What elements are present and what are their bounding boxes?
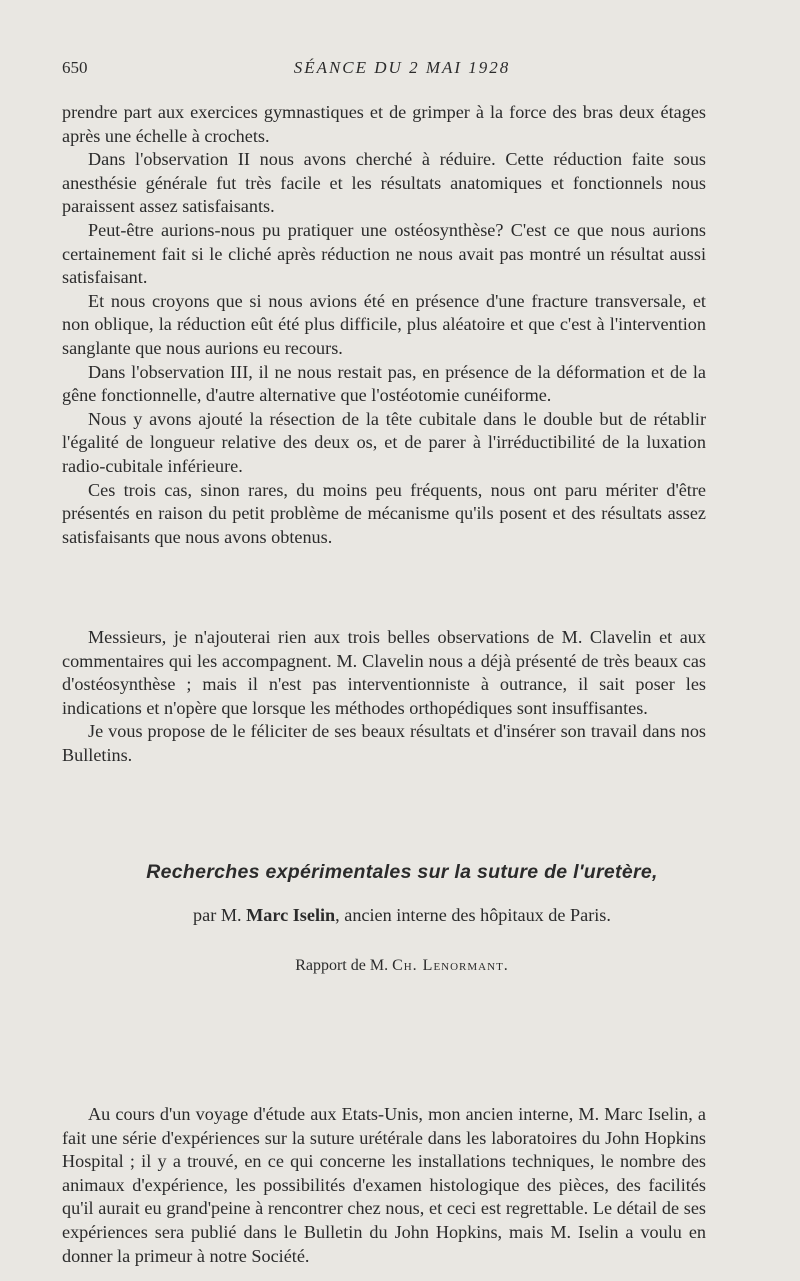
paragraph: Je vous propose de le féliciter de ses beaux résultats et d'insérer son travail dans nos Bulletins. — [62, 721, 706, 765]
paragraph: Messieurs, je n'ajouterai rien aux trois belles observations de M. Clavelin et aux commentaires qui les accompagnent. M. Clavelin nous a déjà présenté de très beaux cas d'ostéosynthèse ; mais il n'est pas interventionniste à outrance, il sait poser les indications et n'opère que lorsque les méthodes orthopédiques sont insuffisantes. — [62, 627, 706, 718]
continued-text-block — [62, 101, 706, 549]
byline-suffix: , ancien interne des hôpitaux de Paris. — [335, 905, 611, 925]
paragraph: Nous y avons ajouté la résection de la tête cubitale dans le double but de rétablir l'égalité de longueur relative des deux os, et de parer à l'irréductibilité de la luxation radio-cubitale inférieure. — [62, 408, 706, 476]
article-text-block — [62, 1103, 706, 1268]
page-number: 650 — [62, 58, 88, 77]
paragraph: Dans l'observation II nous avons cherché à réduire. Cette réduction faite sous anesthésie générale fut très facile et les résultats anatomiques et fonctionnels nous paraissent assez satisfaisants. — [62, 149, 706, 217]
page-header — [62, 56, 742, 80]
running-head: SÉANCE DU 2 MAI 1928 — [293, 58, 511, 77]
report-line — [62, 955, 742, 977]
byline-prefix: par M. — [193, 905, 242, 925]
paragraph: prendre part aux exercices gymnastiques et de grimper à la force des bras deux étages après une échelle à crochets. — [62, 102, 706, 146]
report-author: Ch. Lenormant. — [392, 957, 509, 974]
report-prefix: Rapport de M. — [295, 957, 389, 974]
paragraph: Dans l'observation III, il ne nous restait pas, en présence de la déformation et de la gêne fonctionnelle, d'autre alternative que l'ostéotomie cunéiforme. — [62, 361, 706, 406]
paragraph: Au cours d'un voyage d'étude aux Etats-Unis, mon ancien interne, M. Marc Iselin, a fait une série d'expériences sur la suture urétérale dans les laboratoires du John Hopkins Hospital ; il y a trouvé, en ce qui concerne les installations techniques, le nombre des animaux d'expérience, les possibilités d'examen histologique des pièces, des facilités qu'il aurait eu grand'peine à rencontrer chez nous, et ceci est regrettable. Le détail de ses expériences sera publié dans le Bulletin du John Hopkins, mais M. Iselin a voulu en donner la primeur à notre Société. — [62, 1104, 706, 1266]
paragraph: Peut-être aurions-nous pu pratiquer une ostéosynthèse? C'est ce que nous aurions certainement fait si le cliché après réduction ne nous avait pas montré un résultat aussi satisfaisant. — [62, 219, 706, 288]
paragraph: Et nous croyons que si nous avions été en présence d'une fracture transversale, et non oblique, la réduction eût été plus difficile, plus aléatoire et que c'est à l'intervention sanglante que nous aurions eu recours. — [62, 290, 706, 358]
article-byline — [62, 903, 742, 927]
paragraph: Ces trois cas, sinon rares, du moins peu fréquents, nous ont paru mériter d'être présentés en raison du petit problème de mécanisme qu'ils posent et des résultats assez satisfaisants que nous avons obtenus. — [62, 479, 706, 547]
article-title: Recherches expérimentales sur la suture de l'uretère, — [146, 861, 658, 883]
commentary-text-block — [62, 626, 706, 768]
author-name: Marc Iselin — [246, 905, 336, 925]
